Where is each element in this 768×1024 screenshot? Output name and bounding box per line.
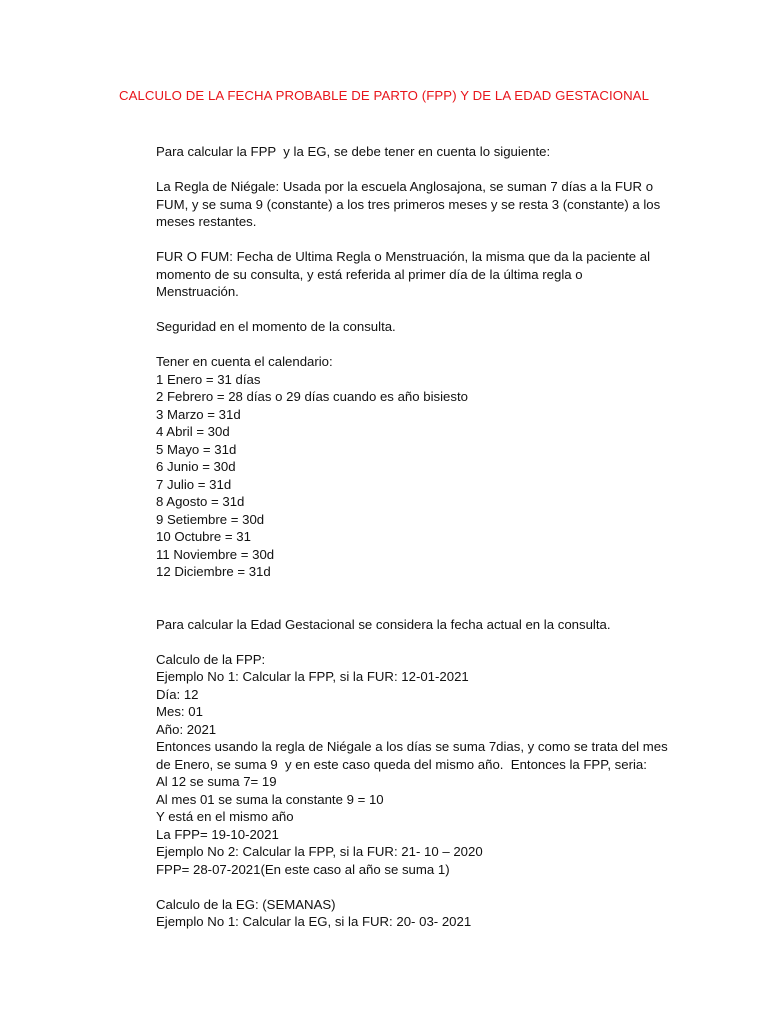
fpp-calc-line: FPP= 28-07-2021(En este caso al año se suma 1): [156, 861, 450, 877]
intro-paragraph: Para calcular la FPP y la EG, se debe tener en cuenta lo siguiente:: [156, 144, 551, 159]
calendar-item: 8 Agosto = 31d: [156, 494, 245, 509]
fpp-calc-line: Calculo de la FPP:: [156, 651, 266, 667]
seguridad-paragraph: Seguridad en el momento de la consulta.: [156, 319, 396, 334]
fpp-calc-line: Mes: 01: [156, 704, 203, 719]
calendar-item: 9 Setiembre = 30d: [156, 511, 265, 527]
calendar-heading: Tener en cuenta el calendario:: [156, 354, 333, 369]
naegele-line-2: FUM, y se suma 9 (constante) a los tres primeros meses y se resta 3 (constante) a los: [156, 196, 661, 212]
fpp-calc-line: Ejemplo No 1: Calcular la FPP, si la FUR: 12-01-2021: [156, 669, 469, 684]
fpp-calc-line: de Enero, se suma 9 y en este caso queda del mismo año. Entonces la FPP, seria:: [156, 756, 647, 772]
fpp-calc-line: Al 12 se suma 7= 19: [156, 774, 277, 789]
calendar-item: 12 Diciembre = 31d: [156, 564, 271, 579]
calendar-item: 6 Junio = 30d: [156, 459, 236, 474]
calendar-item: 10 Octubre = 31: [156, 529, 251, 544]
naegele-line-1: La Regla de Niégale: Usada por la escuela Anglosajona, se suman 7 días a la FUR o: [156, 179, 654, 194]
calendar-item: 4 Abril = 30d: [156, 424, 230, 439]
fpp-calc-line: Al mes 01 se suma la constante 9 = 10: [156, 791, 384, 807]
page-title: CALCULO DE LA FECHA PROBABLE DE PARTO (FPP) Y DE LA EDAD GESTACIONAL: [118, 88, 650, 103]
fur-line-3: Menstruación.: [156, 284, 239, 299]
eg-intro-paragraph: Para calcular la Edad Gestacional se considera la fecha actual en la consulta.: [156, 616, 611, 632]
calendar-item: 2 Febrero = 28 días o 29 días cuando es año bisiesto: [156, 389, 468, 404]
eg-calc-line: Calculo de la EG: (SEMANAS): [156, 896, 336, 912]
fpp-calc-line: La FPP= 19-10-2021: [156, 826, 279, 842]
naegele-line-3: meses restantes.: [156, 214, 257, 229]
document-body: [156, 143, 676, 931]
fpp-calc-line: Día: 12: [156, 686, 199, 702]
calendar-item: 11 Noviembre = 30d: [156, 546, 275, 562]
calendar-item: 1 Enero = 31 días: [156, 371, 261, 387]
calendar-item: 3 Marzo = 31d: [156, 406, 241, 422]
fur-line-1: FUR O FUM: Fecha de Ultima Regla o Menstruación, la misma que da la paciente al: [156, 249, 651, 264]
fpp-calc-line: Y está en el mismo año: [156, 809, 294, 824]
fpp-calc-line: Ejemplo No 2: Calcular la FPP, si la FUR: 21- 10 – 2020: [156, 844, 483, 859]
calendar-item: 7 Julio = 31d: [156, 476, 232, 492]
fur-line-2: momento de su consulta, y está referida al primer día de la última regla o: [156, 266, 583, 282]
eg-calc-line: Ejemplo No 1: Calcular la EG, si la FUR: 20- 03- 2021: [156, 914, 472, 929]
calendar-item: 5 Mayo = 31d: [156, 441, 237, 457]
fpp-calc-line: Año: 2021: [156, 721, 217, 737]
fpp-calc-line: Entonces usando la regla de Niégale a los días se suma 7dias, y como se trata del mes: [156, 739, 668, 754]
